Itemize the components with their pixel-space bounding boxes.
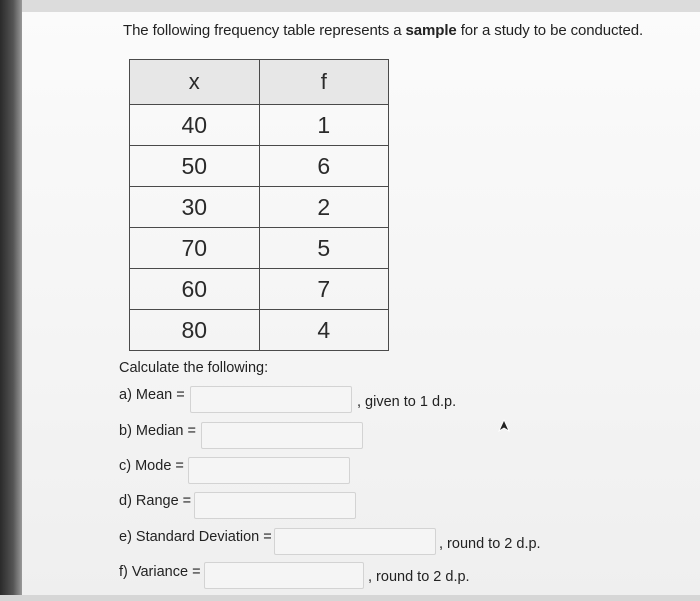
variance-input[interactable] <box>204 562 364 589</box>
cell-x: 60 <box>130 269 260 310</box>
std-dev-label: e) Standard Deviation = <box>119 529 272 545</box>
range-label: d) Range = <box>119 493 192 509</box>
question-text-before: The following frequency table represents a <box>123 22 406 39</box>
cell-f: 4 <box>259 310 388 351</box>
table-header-row <box>130 60 389 105</box>
mouse-pointer-icon <box>497 418 511 432</box>
photo-edge-top <box>22 0 700 12</box>
variance-label: f) Variance = <box>119 564 201 580</box>
mode-label: c) Mode = <box>119 458 184 474</box>
mean-label: a) Mean = <box>119 387 185 403</box>
cell-x: 50 <box>130 146 260 187</box>
median-label: b) Median = <box>119 423 196 439</box>
table-row <box>130 310 389 351</box>
frequency-table <box>129 59 389 351</box>
mean-input[interactable] <box>190 386 352 413</box>
cell-x: 80 <box>130 310 260 351</box>
calculate-instruction: Calculate the following: <box>119 360 269 376</box>
mean-note: , given to 1 d.p. <box>357 394 457 410</box>
table-row <box>130 105 389 146</box>
header-f: f <box>259 60 388 105</box>
photo-edge-bottom <box>0 595 700 601</box>
table-row <box>130 146 389 187</box>
table-row <box>130 269 389 310</box>
table-row <box>130 187 389 228</box>
question-text-after: for a study to be conducted. <box>456 22 644 39</box>
question-text <box>123 22 643 39</box>
cell-x: 30 <box>130 187 260 228</box>
cell-f: 2 <box>259 187 388 228</box>
cell-f: 6 <box>259 146 388 187</box>
std-dev-note: , round to 2 d.p. <box>439 536 541 552</box>
cell-f: 5 <box>259 228 388 269</box>
question-text-bold: sample <box>405 22 457 39</box>
mode-input[interactable] <box>188 457 350 484</box>
cell-f: 7 <box>259 269 388 310</box>
header-x: x <box>130 60 260 105</box>
cell-x: 40 <box>130 105 260 146</box>
variance-note: , round to 2 d.p. <box>368 569 470 585</box>
median-input[interactable] <box>201 422 363 449</box>
cell-f: 1 <box>259 105 388 146</box>
std-dev-input[interactable] <box>274 528 436 555</box>
photo-edge-left <box>0 0 22 601</box>
cell-x: 70 <box>130 228 260 269</box>
table-row <box>130 228 389 269</box>
range-input[interactable] <box>194 492 356 519</box>
